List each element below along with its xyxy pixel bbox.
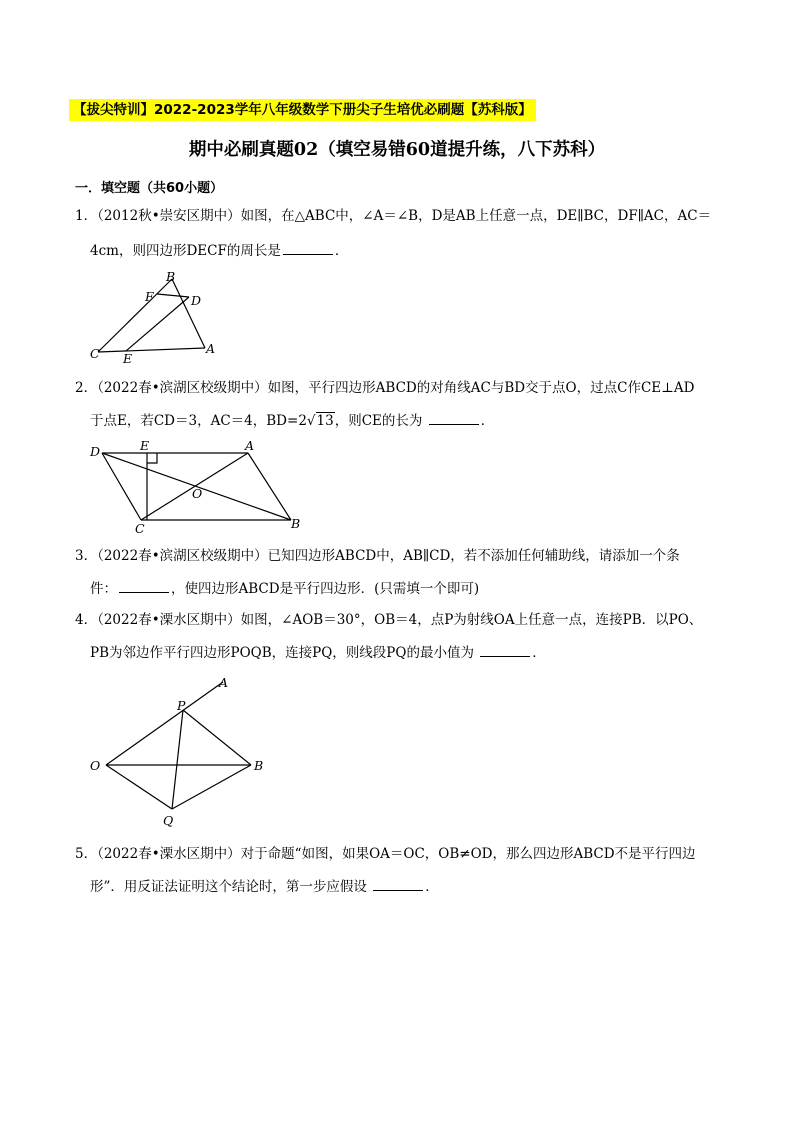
label-e: E [140,438,150,453]
question-text: （2022春•溧水区期中）对于命题“如图，如果OA＝OC，OB≠OD，那么四边形ABCD不是平行四边 [97,846,696,862]
question-text: ． [425,879,439,895]
question-number: 5． [75,846,98,862]
question-text: 件： [90,581,117,597]
label-b: B [291,516,301,531]
label-d: D [191,293,202,308]
question-number: 2． [75,380,98,396]
question-5-line-2 [90,876,439,897]
label-e: E [123,351,133,366]
question-number: 1． [75,208,98,224]
segment-pq [172,710,183,809]
label-o: O [192,486,203,501]
question-number: 3． [75,548,98,564]
question-text: ． [334,243,349,259]
label-a: A [245,438,255,453]
question-text: ． [532,645,546,661]
page-title: 期中必刷真题02（填空易错60道提升练，八下苏科） [188,140,606,160]
question-text: ，使四边形ABCD是平行四边形．(只需填一个即可) [171,581,480,597]
question-3-line-2 [90,578,479,599]
question-text: （2012秋•崇安区期中）如图，在△ABC中，∠A＝∠B，D是AB上任意一点，DE∥BC，DF∥AC，AC＝ [97,208,712,224]
figure-triangle-abc [90,268,230,368]
segment-fd [157,294,189,297]
segment-ca [98,348,205,352]
question-2-line-1 [75,378,694,398]
label-c: C [135,521,145,536]
segment-ab [248,453,291,520]
question-text: ． [480,413,495,429]
segment-pb [183,710,251,765]
question-text: 形”．用反证法证明这个结论时，第一步应假设 [90,879,372,895]
question-text: 于点E，若CD＝3，AC＝4，BD=2 [90,413,307,429]
segment-de [126,297,189,351]
answer-blank[interactable] [119,578,169,593]
label-o: O [90,758,101,773]
question-4-line-2 [90,642,546,663]
question-4-line-1 [75,610,702,630]
segment-oq [106,765,172,809]
section-heading: 一．填空题（共60小题） [75,181,224,196]
question-3-line-1 [75,546,680,566]
answer-blank[interactable] [283,240,333,255]
header-banner: 【拔尖特训】2022-2023学年八年级数学下册尖子生培优必刷题【苏科版】 [69,99,536,121]
label-b: B [166,269,176,284]
question-5-line-1 [75,844,696,864]
label-c: C [90,346,100,361]
label-a: A [206,341,216,356]
ray-oa [106,682,223,765]
segment-ab [172,279,205,348]
right-angle-mark [147,453,157,463]
question-text: 4cm，则四边形DECF的周长是 [90,243,281,259]
answer-blank[interactable] [429,410,479,425]
question-1-line-1 [75,206,711,226]
question-1-line-2 [90,240,348,261]
question-text: （2022春•滨湖区校级期中）如图，平行四边形ABCD的对角线AC与BD交于点O，过点C作CE⊥AD [97,380,695,396]
label-d: D [90,444,101,459]
label-q: Q [163,813,174,828]
label-f: F [145,289,154,304]
segment-cd [102,453,141,520]
answer-blank[interactable] [373,876,423,891]
question-number: 4． [75,612,98,628]
question-text: （2022春•滨湖区校级期中）已知四边形ABCD中，AB∥CD，若不添加任何辅助线，请添加一个条 [97,548,680,564]
segment-bc [98,279,172,352]
sqrt-radicand: 13 [316,413,334,429]
figure-parallelogram-poqb [88,672,278,832]
question-text: PB为邻边作平行四边形POQB，连接PQ，则线段PQ的最小值为 [90,645,479,661]
question-2-line-2: 于点E，若CD＝3，AC＝4，BD=2√13，则CE的长为 ． [90,410,494,431]
segment-qb [172,765,251,809]
answer-blank[interactable] [480,642,530,657]
label-p: P [177,698,186,713]
question-text: （2022春•溧水区期中）如图，∠AOB＝30°，OB＝4，点P为射线OA上任意一点，连接PB．以PO、 [97,612,703,628]
label-b: B [254,758,264,773]
figure-parallelogram-abcd [88,440,318,536]
label-a: A [219,675,229,690]
question-text: ，则CE的长为 [334,413,427,429]
